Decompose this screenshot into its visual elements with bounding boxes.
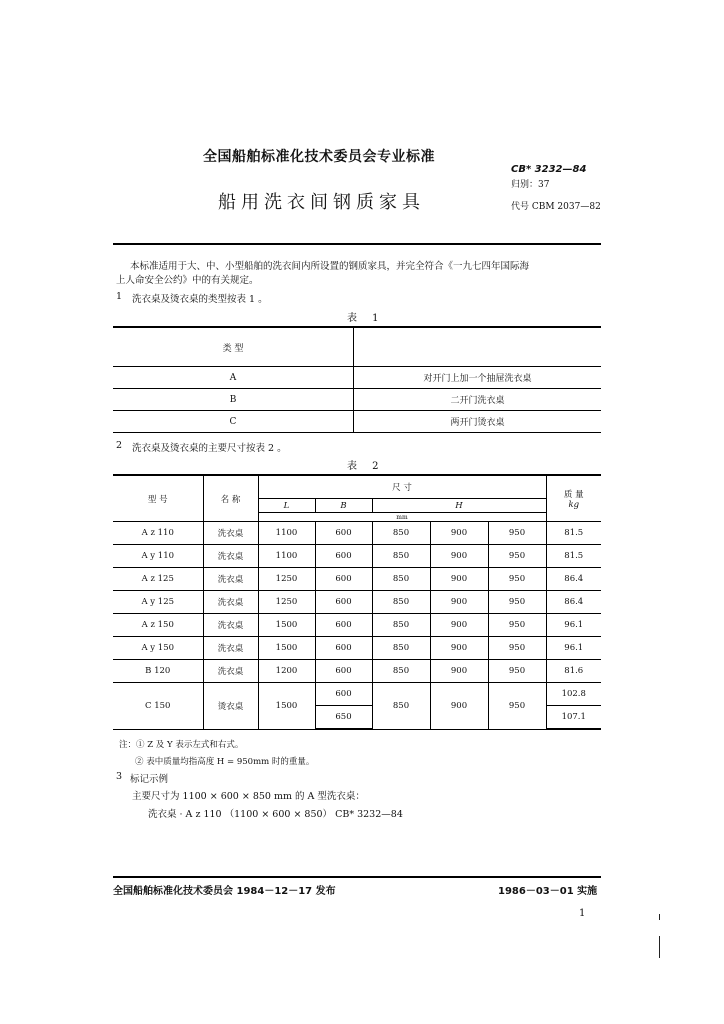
intro-line-1: 本标准适用于大、中、小型船舶的洗衣间内所设置的钢质家具，并完全符合《一九七四年国际海 <box>130 261 530 272</box>
scan-mark <box>659 914 660 920</box>
section-2-text: 洗衣桌及烫衣桌的主要尺寸按表 2 。 <box>132 443 287 454</box>
table-1-type-c: C <box>113 411 354 433</box>
table-2-H1: 850 <box>372 591 430 614</box>
scan-mark <box>659 936 660 958</box>
table-2-H2: 900 <box>430 660 488 683</box>
table-2-B: 600 <box>315 522 372 545</box>
table-2-model: A y 150 <box>113 637 203 660</box>
table-2-H1: 850 <box>372 660 430 683</box>
section-3-line-2: 洗衣桌 · A z 110 （1100 × 600 × 850） CB* 3232—84 <box>148 809 403 820</box>
section-1-text: 洗衣桌及烫衣桌的类型按表 1 。 <box>132 294 268 305</box>
table-row <box>113 545 601 568</box>
effective-date: 1986－03－01 实施 <box>498 886 598 897</box>
table-2-H1: 850 <box>372 683 430 730</box>
committee-heading: 全国船舶标准化技术委员会专业标准 <box>203 149 435 165</box>
table-2-weight: 96.1 <box>546 637 601 660</box>
table-2-name: 烫衣桌 <box>203 683 258 730</box>
table-2-unit: mm <box>258 513 546 522</box>
table-2-H1: 850 <box>372 522 430 545</box>
table-1-type-a: A <box>113 367 354 389</box>
table-2-H1: 850 <box>372 568 430 591</box>
table-1-desc-b: 二开门洗衣桌 <box>354 389 602 411</box>
table-2-header-L: L <box>258 499 315 513</box>
table-2-header-weight <box>546 475 601 522</box>
table-2-name: 洗衣桌 <box>203 545 258 568</box>
table-row <box>113 367 601 389</box>
table-2-H2: 900 <box>430 683 488 730</box>
table-2-weight: 86.4 <box>546 591 601 614</box>
section-3-line-1: 主要尺寸为 1100 × 600 × 850 mm 的 A 型洗衣桌： <box>132 791 365 802</box>
table-2-model: A y 110 <box>113 545 203 568</box>
table-2-H2: 900 <box>430 522 488 545</box>
table-2-L: 1250 <box>258 591 315 614</box>
table-2-weight: 96.1 <box>546 614 601 637</box>
table-1-header-row <box>113 327 601 367</box>
table-2-model: B 120 <box>113 660 203 683</box>
table-2-model: A z 110 <box>113 522 203 545</box>
table-2-model: A y 125 <box>113 591 203 614</box>
table-1 <box>113 326 601 433</box>
table-2-weight: 81.5 <box>546 522 601 545</box>
table-2-H3: 950 <box>488 545 546 568</box>
table-2-H2: 900 <box>430 545 488 568</box>
table-2-weight: 81.6 <box>546 660 601 683</box>
table-2-name: 洗衣桌 <box>203 614 258 637</box>
table-1-caption: 表 1 <box>347 313 385 324</box>
table-2-H3: 950 <box>488 591 546 614</box>
table-2-L: 1500 <box>258 637 315 660</box>
table-2-weight: 107.1 <box>546 706 601 730</box>
table-2-L: 1500 <box>258 683 315 730</box>
table-2-model: A z 150 <box>113 614 203 637</box>
table-2-L: 1200 <box>258 660 315 683</box>
table-row <box>113 389 601 411</box>
table-2-B: 600 <box>315 614 372 637</box>
category-number: 归别：37 <box>511 180 550 190</box>
table-2-B: 600 <box>315 568 372 591</box>
table-2-model: C 150 <box>113 683 203 730</box>
table-1-header-type: 类 型 <box>113 327 354 367</box>
table-2-H2: 900 <box>430 614 488 637</box>
table-2-header-B: B <box>315 499 372 513</box>
table-2-header-size: 尺 寸 <box>258 475 546 499</box>
page-number: 1 <box>579 908 586 919</box>
table-2-L: 1500 <box>258 614 315 637</box>
table-1-header-desc <box>354 327 602 367</box>
header-rule <box>113 243 601 245</box>
table-2-L: 1250 <box>258 568 315 591</box>
table-row <box>113 683 601 706</box>
table-2-H3: 950 <box>488 614 546 637</box>
table-2-name: 洗衣桌 <box>203 522 258 545</box>
table-2-B: 600 <box>315 545 372 568</box>
table-2-name: 洗衣桌 <box>203 637 258 660</box>
table-2-H3: 950 <box>488 683 546 730</box>
code-number: 代号 CBM 2037—82 <box>511 202 601 212</box>
table-2-weight-label: 质 量 <box>563 489 584 500</box>
table-2-B: 600 <box>315 591 372 614</box>
table-2-weight: 86.4 <box>546 568 601 591</box>
table-2-B: 600 <box>315 660 372 683</box>
table-2-B: 600 <box>315 637 372 660</box>
issue-date: 全国船舶标准化技术委员会 1984－12－17 发布 <box>113 886 336 897</box>
table-row <box>113 591 601 614</box>
table-2-caption: 表 2 <box>347 461 385 472</box>
note-1: 注：① Z 及 Y 表示左式和右式。 <box>119 740 244 750</box>
table-1-type-b: B <box>113 389 354 411</box>
table-row <box>113 568 601 591</box>
table-row <box>113 637 601 660</box>
table-2-H1: 850 <box>372 614 430 637</box>
table-2-weight: 81.5 <box>546 545 601 568</box>
table-2-L: 1100 <box>258 545 315 568</box>
table-1-desc-c: 两开门烫衣桌 <box>354 411 602 433</box>
table-row <box>113 522 601 545</box>
table-row <box>113 660 601 683</box>
table-2-header-name: 名 称 <box>203 475 258 522</box>
table-1-desc-a: 对开门上加一个抽屉洗衣桌 <box>354 367 602 389</box>
table-2-name: 洗衣桌 <box>203 591 258 614</box>
table-2-H3: 950 <box>488 660 546 683</box>
table-2-L: 1100 <box>258 522 315 545</box>
standard-number: CB* 3232—84 <box>511 164 587 175</box>
table-2-header-model: 型 号 <box>113 475 203 522</box>
section-3-title: 标记示例 <box>130 774 169 785</box>
table-2-header-H: H <box>372 499 546 513</box>
table-2-H3: 950 <box>488 522 546 545</box>
section-1-number: 1 <box>116 291 123 302</box>
intro-line-2: 上人命安全公约》中的有关规定。 <box>116 275 259 286</box>
table-2-model: A z 125 <box>113 568 203 591</box>
table-2-H2: 900 <box>430 591 488 614</box>
table-2-H3: 950 <box>488 637 546 660</box>
table-2-H3: 950 <box>488 568 546 591</box>
document-title: 船用洗衣间钢质家具 <box>218 192 425 213</box>
section-3-number: 3 <box>116 771 123 782</box>
table-2-H1: 850 <box>372 637 430 660</box>
table-2-H2: 900 <box>430 568 488 591</box>
table-2-header-row <box>113 475 601 499</box>
table-2-name: 洗衣桌 <box>203 568 258 591</box>
table-2-name: 洗衣桌 <box>203 660 258 683</box>
footer-rule <box>113 876 601 878</box>
table-2-B: 600 <box>315 683 372 706</box>
table-row <box>113 411 601 433</box>
section-2-number: 2 <box>116 440 123 451</box>
table-2-H2: 900 <box>430 637 488 660</box>
table-2-B: 650 <box>315 706 372 730</box>
note-2: ② 表中质量均指高度 H = 950mm 时的重量。 <box>135 757 315 767</box>
table-2-weight: 102.8 <box>546 683 601 706</box>
table-2-H1: 850 <box>372 545 430 568</box>
table-row <box>113 614 601 637</box>
table-2-weight-unit: kg <box>568 499 580 510</box>
table-2 <box>113 474 601 730</box>
